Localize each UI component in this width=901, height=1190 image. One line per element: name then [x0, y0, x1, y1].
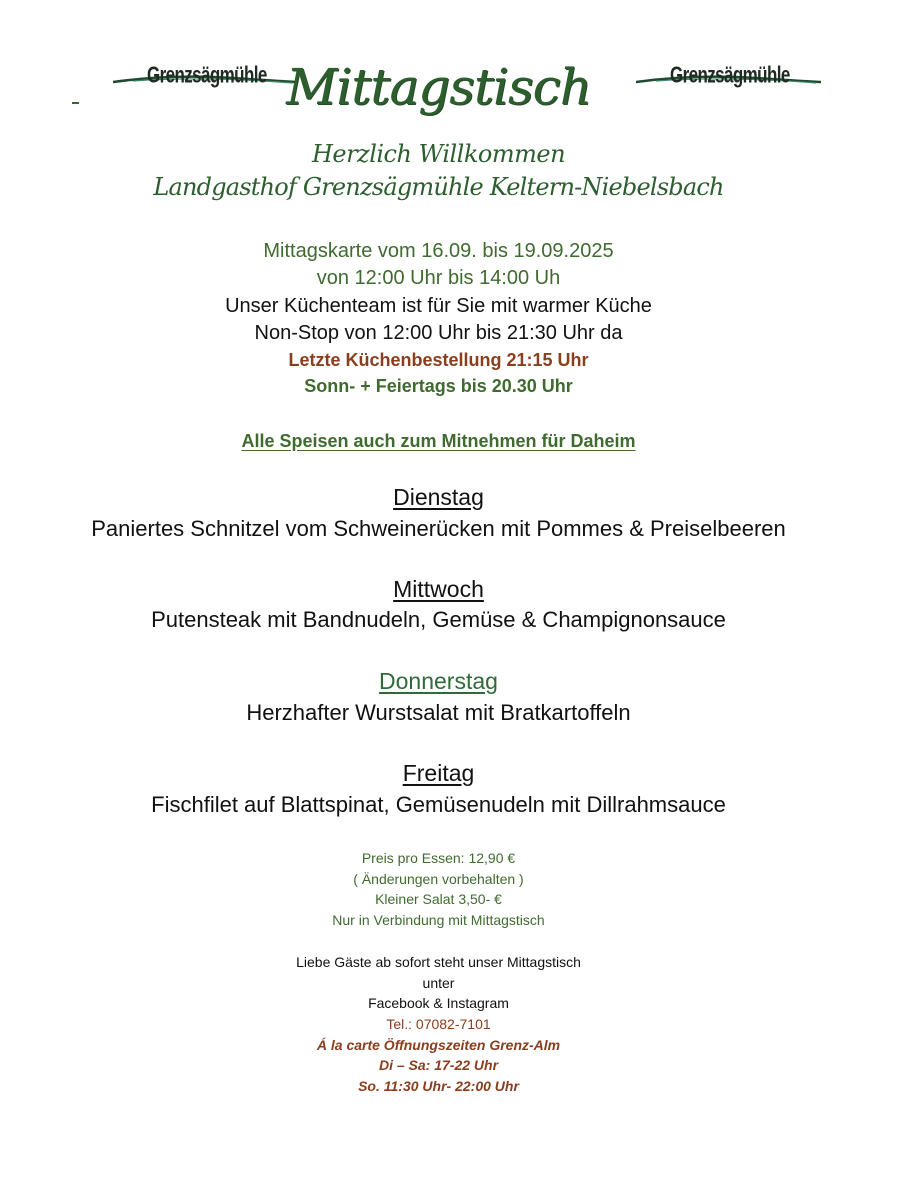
phone-number: Tel.: 07082-7101 — [386, 1016, 491, 1032]
dish-mittwoch: Putensteak mit Bandnudeln, Gemüse & Champignonsauce — [151, 607, 726, 632]
page-title: Mittagstisch — [286, 58, 591, 116]
lunch-hours: von 12:00 Uhr bis 14:00 Uh — [316, 267, 561, 289]
sunday-hours: So. 11:30 Uhr- 22:00 Uhr — [358, 1078, 519, 1094]
price-per-meal: Preis pro Essen: 12,90 € — [361, 850, 516, 866]
day-heading-freitag: Freitag — [402, 760, 475, 786]
kitchen-info-line1: Unser Küchenteam ist für Sie mit warmer Küche — [225, 295, 652, 317]
logo-text: Grenzsägmühle — [670, 62, 790, 88]
dish-donnerstag: Herzhafter Wurstsalat mit Bratkartoffeln — [246, 700, 631, 725]
footer-line1: Liebe Gäste ab sofort steht unser Mittagstisch — [296, 954, 581, 970]
last-order-notice: Letzte Küchenbestellung 21:15 Uhr — [288, 350, 589, 370]
social-media-text: Facebook & Instagram — [368, 995, 509, 1011]
day-heading-dienstag: Dienstag — [393, 484, 484, 510]
salad-price: Kleiner Salat 3,50- € — [375, 891, 502, 907]
footer-line2: unter — [422, 975, 455, 991]
takeaway-notice: Alle Speisen auch zum Mitnehmen für Daheim — [241, 431, 636, 451]
gasthof-name: Landgasthof Grenzsägmühle Keltern-Niebelsbach — [153, 173, 724, 201]
salad-note: Nur in Verbindung mit Mittagstisch — [332, 912, 545, 928]
welcome-text: Herzlich Willkommen — [311, 140, 566, 168]
sunday-notice: Sonn- + Feiertags bis 20.30 Uhr — [304, 376, 573, 396]
dish-dienstag: Paniertes Schnitzel vom Schweinerücken mit Pommes & Preiselbeeren — [91, 516, 786, 541]
weekday-hours: Di – Sa: 17-22 Uhr — [378, 1057, 499, 1073]
day-heading-donnerstag: Donnerstag — [379, 668, 498, 694]
day-heading-mittwoch: Mittwoch — [393, 576, 484, 602]
logo-text: Grenzsägmühle — [147, 62, 267, 88]
changes-reserved: ( Änderungen vorbehalten ) — [353, 871, 524, 887]
alacarte-heading: Á la carte Öffnungszeiten Grenz-Alm — [316, 1037, 561, 1053]
menu-dates: Mittagskarte vom 16.09. bis 19.09.2025 — [263, 240, 614, 262]
dish-freitag: Fischfilet auf Blattspinat, Gemüsenudeln mit Dillrahmsauce — [151, 792, 726, 817]
kitchen-info-line2: Non-Stop von 12:00 Uhr bis 21:30 Uhr da — [254, 322, 623, 344]
